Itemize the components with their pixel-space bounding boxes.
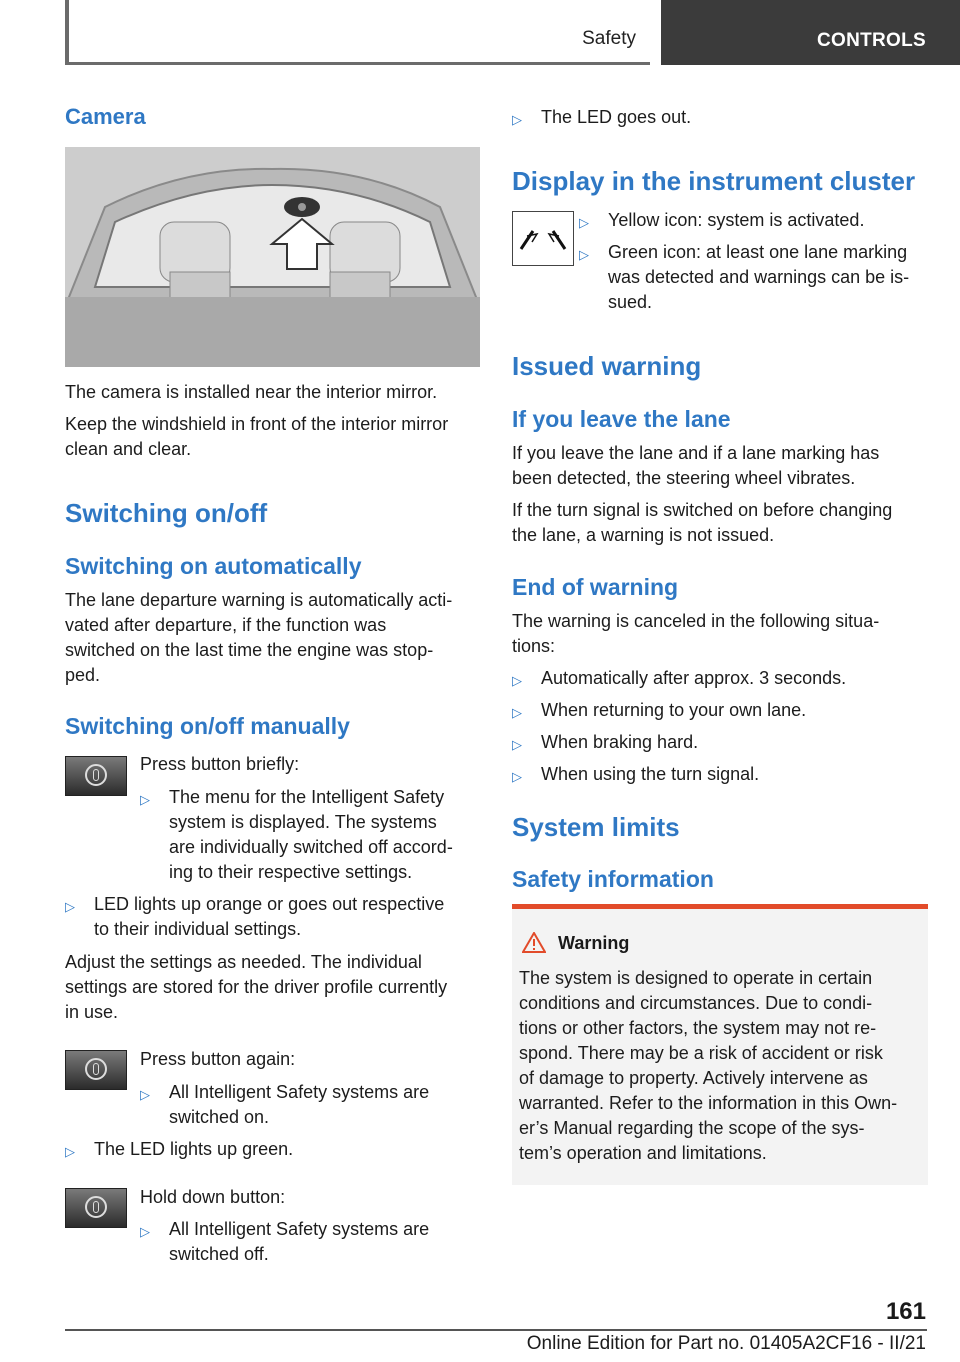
header-rule: [65, 62, 650, 65]
limits-heading: System limits: [512, 812, 680, 842]
lane-departure-icon: [512, 211, 574, 266]
green-icon-bullet: [579, 240, 909, 315]
bullet-triangle-icon: ▷: [65, 1144, 75, 1159]
bullet-triangle-icon: ▷: [512, 673, 522, 688]
camera-text-2a: Keep the windshield in front of the interior mirror: [65, 414, 449, 434]
led-out-bullet: [512, 105, 691, 130]
led-bullet: [65, 892, 444, 942]
led-out-line: The LED goes out.: [541, 107, 692, 127]
menu-line-4: ing to their respective settings.: [169, 862, 413, 882]
auto-line-3: switched on the last time the engine was stop-: [65, 640, 434, 660]
end-bullet-text: When braking hard.: [541, 732, 699, 752]
safety-button-icon: [65, 756, 127, 796]
warning-line-5: of damage to property. Actively intervene as: [519, 1068, 868, 1088]
header-rule-vertical: [65, 0, 69, 64]
warning-line-6: warranted. Refer to the information in this Own-: [519, 1093, 898, 1113]
all-on-line-2: switched on.: [169, 1107, 270, 1127]
press-briefly: Press button briefly:: [140, 754, 300, 774]
auto-line-4: ped.: [65, 665, 101, 685]
led-green-line: The LED lights up green.: [94, 1139, 294, 1159]
adjust-line-3: in use.: [65, 1002, 119, 1022]
all-on-bullet: [140, 1080, 429, 1130]
end-bullet-text: Automatically after approx. 3 seconds.: [541, 668, 847, 688]
menu-line-3: are individually switched off accord-: [169, 837, 453, 857]
bullet-triangle-icon: ▷: [579, 247, 589, 262]
end-bullet-1: [512, 666, 846, 691]
auto-heading: Switching on automatically: [65, 553, 362, 579]
bullet-triangle-icon: ▷: [140, 1224, 150, 1239]
yellow-icon-bullet: [579, 208, 864, 233]
end-bullet-4: [512, 762, 759, 787]
camera-text-1: The camera is installed near the interior mirror.: [65, 382, 438, 402]
page-number: 161: [885, 1298, 926, 1325]
warning-line-3: tions or other factors, the system may not re-: [519, 1018, 877, 1038]
green-line-3: sued.: [608, 292, 653, 312]
camera-illustration: [65, 147, 480, 367]
safety-button-icon: [65, 1050, 127, 1090]
bullet-triangle-icon: ▷: [512, 112, 522, 127]
menu-line-1: The menu for the Intelligent Safety: [169, 787, 445, 807]
all-on-line-1: All Intelligent Safety systems are: [169, 1082, 430, 1102]
safety-button-icon: [65, 1188, 127, 1228]
hold-down: Hold down button:: [140, 1187, 286, 1207]
header-chapter-tab: [661, 0, 960, 65]
leave-line-1: If you leave the lane and if a lane marking has: [512, 443, 880, 463]
leave-heading: If you leave the lane: [512, 406, 731, 432]
turn-line-2: the lane, a warning is not issued.: [512, 525, 775, 545]
header-section: Safety: [582, 28, 636, 49]
display-heading: Display in the instrument cluster: [512, 166, 916, 196]
warning-line-7: er’s Manual regarding the scope of the sys-: [519, 1118, 865, 1138]
bullet-triangle-icon: ▷: [512, 737, 522, 752]
all-off-line-2: switched off.: [169, 1244, 269, 1264]
end-heading: End of warning: [512, 574, 679, 600]
header-chapter: CONTROLS: [816, 30, 926, 51]
bullet-triangle-icon: ▷: [140, 792, 150, 807]
warning-line-2: conditions and circumstances. Due to condi-: [519, 993, 873, 1013]
bullet-triangle-icon: ▷: [579, 215, 589, 230]
camera-image: [65, 147, 480, 367]
end-bullet-text: When using the turn signal.: [541, 764, 760, 784]
safety-heading: Safety information: [512, 866, 714, 892]
turn-line-1: If the turn signal is switched on before changing: [512, 500, 893, 520]
green-line-1: Green icon: at least one lane marking: [608, 242, 908, 262]
manual-heading: Switching on/off manually: [65, 713, 350, 739]
issued-heading: Issued warning: [512, 351, 702, 381]
bullet-triangle-icon: ▷: [512, 705, 522, 720]
auto-line-1: The lane departure warning is automatically acti-: [65, 590, 453, 610]
end-bullet-text: When returning to your own lane.: [541, 700, 807, 720]
menu-line-2: system is displayed. The systems: [169, 812, 437, 832]
all-off-line-1: All Intelligent Safety systems are: [169, 1219, 430, 1239]
bullet-triangle-icon: ▷: [140, 1087, 150, 1102]
all-off-bullet: [140, 1217, 429, 1267]
warning-triangle-icon: [522, 932, 546, 958]
warning-line-4: spond. There may be a risk of accident or risk: [519, 1043, 883, 1063]
led-line-2: to their individual settings.: [94, 919, 302, 939]
adjust-line-2: settings are stored for the driver profile currently: [65, 977, 448, 997]
leave-line-2: been detected, the steering wheel vibrates.: [512, 468, 856, 488]
camera-heading: Camera: [65, 104, 146, 129]
footer-rule: [65, 1329, 927, 1331]
press-again: Press button again:: [140, 1049, 296, 1069]
end-line-1: The warning is canceled in the following situa-: [512, 611, 880, 631]
footer-edition: Online Edition for Part no. 01405A2CF16 - II/21: [526, 1333, 926, 1354]
auto-line-2: vated after departure, if the function was: [65, 615, 387, 635]
menu-bullet: [140, 785, 453, 885]
led-line-1: LED lights up orange or goes out respective: [94, 894, 445, 914]
end-line-2: tions:: [512, 636, 556, 656]
adjust-line-1: Adjust the settings as needed. The individual: [65, 952, 422, 972]
warning-title: Warning: [558, 933, 630, 953]
bullet-triangle-icon: ▷: [65, 899, 75, 914]
camera-text-2b: clean and clear.: [65, 439, 192, 459]
led-green-bullet: [65, 1137, 293, 1162]
green-line-2: was detected and warnings can be is-: [608, 267, 910, 287]
yellow-icon-line: Yellow icon: system is activated.: [608, 210, 865, 230]
warning-line-8: tem’s operation and limitations.: [519, 1143, 767, 1163]
end-bullet-2: [512, 698, 806, 723]
warning-line-1: The system is designed to operate in certain: [519, 968, 873, 988]
bullet-triangle-icon: ▷: [512, 769, 522, 784]
end-bullet-3: [512, 730, 698, 755]
switching-heading: Switching on/off: [65, 498, 268, 528]
